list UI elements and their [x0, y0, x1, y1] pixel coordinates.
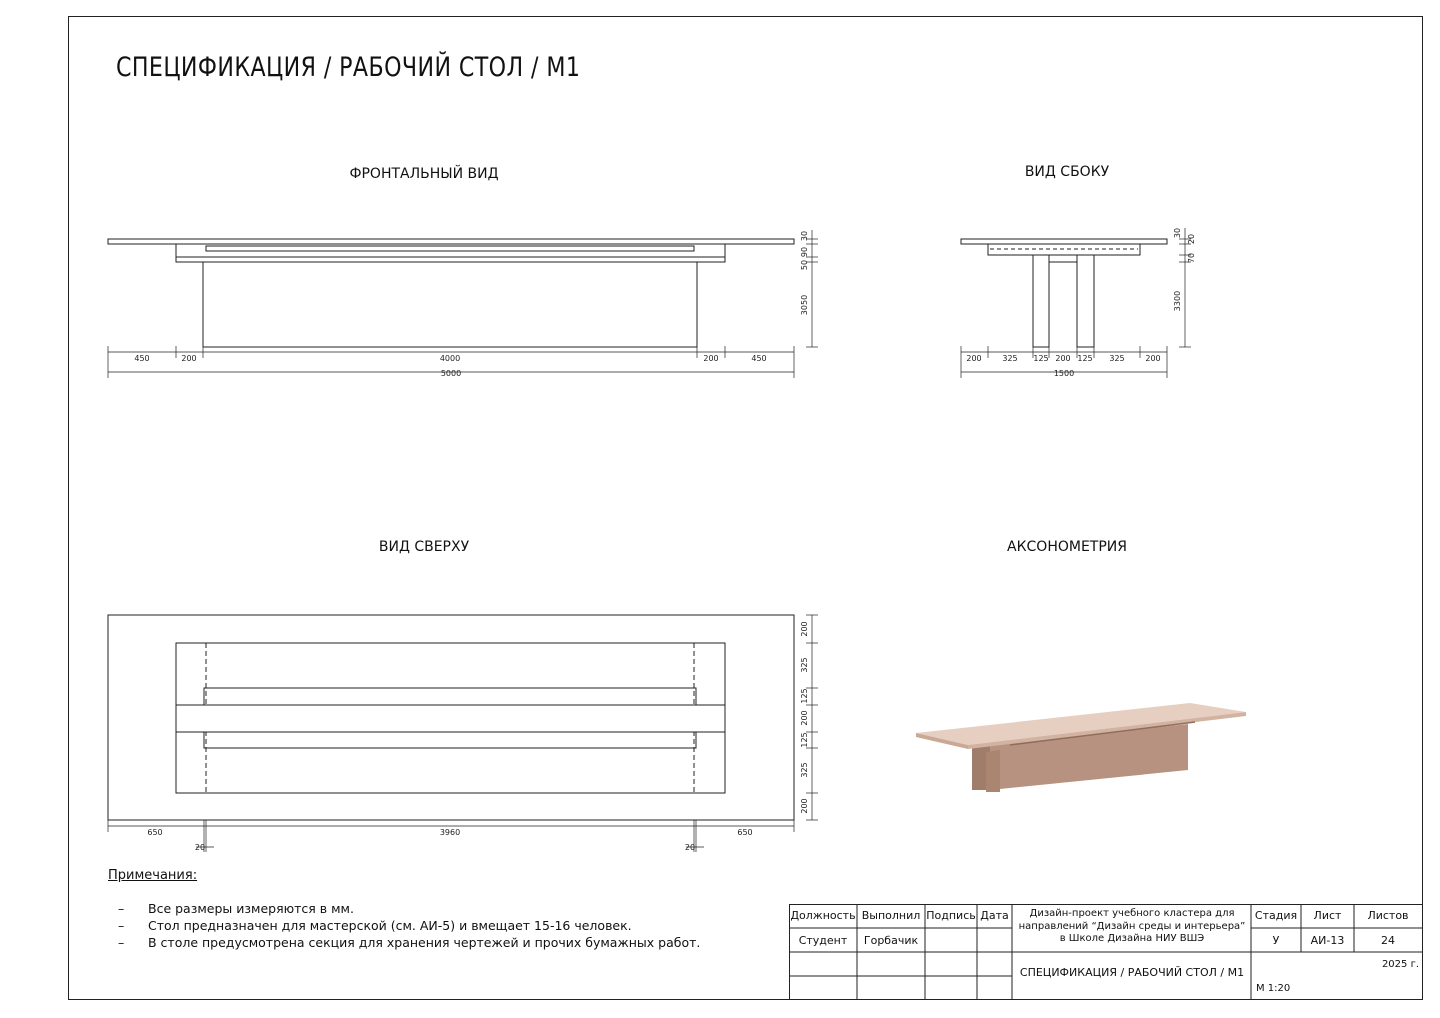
top-dim-right-label: 125 [800, 688, 809, 704]
top-view-title: ВИД СВЕРХУ [378, 539, 470, 555]
top-view-drawing [108, 615, 818, 852]
note-text: В столе предусмотрена секция для хранения чертежей и прочих бумажных работ. [148, 935, 701, 950]
stamp-role: Студент [798, 934, 848, 947]
front-leg-panel [203, 262, 697, 347]
notes-list [118, 900, 700, 951]
stamp-sheet-number: АИ-13 [1310, 934, 1345, 947]
top-center-beam [176, 705, 725, 732]
front-view-title: ФРОНТАЛЬНЫЙ ВИД [349, 166, 499, 182]
top-dim-right-label: 325 [800, 657, 809, 673]
top-dim-right-label: 200 [800, 710, 809, 726]
front-dim-right-label: 3050 [800, 294, 809, 316]
stamp-year: 2025 г. [1381, 959, 1419, 970]
side-view-title: ВИД СБОКУ [1024, 164, 1110, 180]
side-dim-right-label: 20 [1187, 233, 1196, 245]
side-dim-label: 325 [1109, 354, 1125, 363]
side-dim-label: 200 [1055, 354, 1071, 363]
stamp-project-name: Дизайн-проект учебного кластера для направлений “Дизайн среды и интерьера” в Школе Дизайна НИУ ВШЭ [1018, 908, 1246, 944]
top-dim-label: 650 [147, 828, 163, 837]
stamp-header-signature: Подпись [926, 909, 976, 922]
side-dim-label: 125 [1077, 354, 1093, 363]
note-bullet: – [118, 935, 125, 950]
stamp-scale: М 1:20 [1256, 983, 1291, 994]
axonometry-title: АКСОНОМЕТРИЯ [1007, 539, 1127, 555]
front-drawer [206, 246, 694, 251]
front-dim-label: 4000 [439, 354, 461, 363]
top-dim-label: 650 [737, 828, 753, 837]
front-dim-right-label: 30 [800, 230, 809, 242]
side-dim-right-label: 3300 [1173, 290, 1182, 312]
stamp-sheet-name: СПЕЦИФИКАЦИЯ / РАБОЧИЙ СТОЛ / М1 [1019, 966, 1245, 979]
sheet-title: СПЕЦИФИКАЦИЯ / РАБОЧИЙ СТОЛ / М1 [116, 52, 581, 83]
front-dim-label: 450 [751, 354, 767, 363]
top-dim-right-label: 325 [800, 762, 809, 778]
note-text: Стол предназначен для мастерской (см. АИ-5) и вмещает 15-16 человек. [148, 918, 632, 933]
side-dim-right-label: 70 [1187, 252, 1196, 264]
title-block [789, 904, 1423, 1000]
front-dim-label: 450 [134, 354, 150, 363]
front-dim-label: 200 [181, 354, 197, 363]
notes-heading: Примечания: [108, 868, 198, 883]
front-dim-label: 200 [703, 354, 719, 363]
top-dim-right-label: 125 [800, 732, 809, 748]
stamp-sheets-total: 24 [1381, 934, 1395, 947]
stamp-author: Горбачик [863, 934, 919, 947]
front-rail [176, 257, 725, 262]
note-bullet: – [118, 901, 125, 916]
front-dim-right-label: 90 [800, 246, 809, 258]
stamp-stage: У [1272, 934, 1280, 947]
note-item [118, 917, 700, 934]
note-text: Все размеры измеряются в мм. [148, 901, 354, 916]
side-dim-label: 125 [1033, 354, 1049, 363]
front-dim-total-label: 5000 [440, 369, 462, 378]
top-dim-label: 3960 [439, 828, 461, 837]
side-dim-label: 325 [1002, 354, 1018, 363]
note-item [118, 900, 700, 917]
front-tabletop [108, 239, 794, 244]
stamp-header-sheets: Листов [1367, 909, 1409, 922]
side-dim-label: 200 [966, 354, 982, 363]
stamp-header-stage: Стадия [1254, 909, 1298, 922]
side-tabletop [961, 239, 1167, 244]
top-dim-right-label: 200 [800, 798, 809, 814]
axonometry-render [916, 703, 1246, 792]
note-item [118, 934, 700, 951]
stamp-header-position: Должность [790, 909, 856, 922]
top-dim-right-label: 200 [800, 621, 809, 637]
note-bullet: – [118, 918, 125, 933]
side-leg-left [1033, 255, 1049, 347]
side-dim-total-label: 1500 [1053, 369, 1075, 378]
side-dim-label: 200 [1145, 354, 1161, 363]
stamp-header-done-by: Выполнил [861, 909, 921, 922]
stamp-header-date: Дата [980, 909, 1009, 922]
side-leg-right [1077, 255, 1094, 347]
front-dim-right-label: 50 [800, 259, 809, 271]
top-dim-small-label: 20 [194, 843, 206, 852]
side-dim-right-label: 30 [1173, 227, 1182, 239]
top-dim-small-label: 20 [684, 843, 696, 852]
stamp-header-sheet: Лист [1313, 909, 1342, 922]
